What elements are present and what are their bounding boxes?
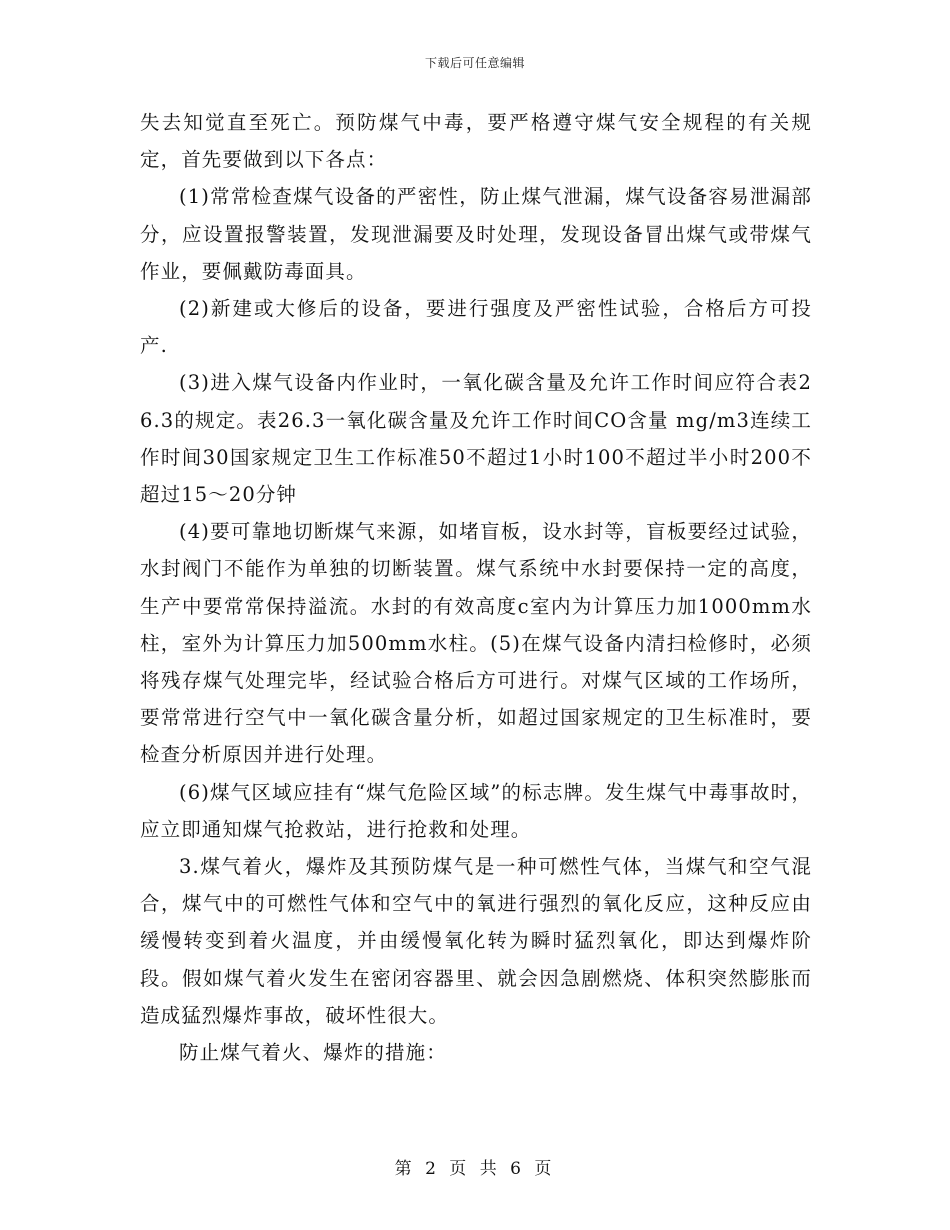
paragraph-item-1: (1)常常检查煤气设备的严密性，防止煤气泄漏，煤气设备容易泄漏部分，应设置报警装置，发现泄漏要及时处理，发现设备冒出煤气或带煤气作业，要佩戴防毒面具。 (140, 185, 812, 283)
paragraph-section-3: 3.煤气着火，爆炸及其预防煤气是一种可燃性气体，当煤气和空气混合，煤气中的可燃性气体和空气中的氧进行强烈的氧化反应，这种反应由缓慢转变到着火温度，并由缓慢氧化转为瞬时猛烈氧化，即达到爆炸阶段。假如煤气着火发生在密闭容器里、就会因急剧燃烧、体积突然膨胀而造成猛烈爆炸事故，破坏性很大。 (140, 855, 812, 1027)
page-number-footer: 第 2 页 共 6 页 (394, 1159, 556, 1179)
paragraph-item-6: (6)煤气区域应挂有“煤气危险区域”的标志牌。发生煤气中毒事故时，应立即通知煤气抢救站，进行抢救和处理。 (140, 780, 812, 841)
paragraph-item-4-5: (4)要可靠地切断煤气来源，如堵盲板，设水封等，盲板要经过试验，水封阀门不能作为单独的切断装置。煤气系统中水封要保持一定的高度，生产中要常常保持溢流。水封的有效高度c室内为计算压力加1000mm水柱，室外为计算压力加500mm水柱。(5)在煤气设备内清扫检修时，必须将残存煤气处理完毕，经试验合格后方可进行。对煤气区域的工作场所，要常常进行空气中一氧化碳含量分析，如超过国家规定的卫生标准时，要检查分析原因并进行处理。 (140, 520, 812, 767)
paragraph-measures-heading: 防止煤气着火、爆炸的措施： (179, 1041, 447, 1065)
paragraph-item-2: (2)新建或大修后的设备，要进行强度及严密性试验，合格后方可投产. (140, 297, 812, 358)
paragraph-item-3: (3)进入煤气设备内作业时，一氧化碳含量及允许工作时间应符合表26.3的规定。表26.3一氧化碳含量及允许工作时间CO含量 mg/m3连续工作时间30国家规定卫生工作标准50不超过1小时100不超过半小时200不超过15～20分钟 (140, 371, 812, 507)
page-header: 下载后可任意编辑 (424, 56, 525, 70)
document-body (140, 104, 812, 1071)
paragraph-continuation: 失去知觉直至死亡。预防煤气中毒，要严格遵守煤气安全规程的有关规定，首先要做到以下各点： (140, 111, 812, 172)
